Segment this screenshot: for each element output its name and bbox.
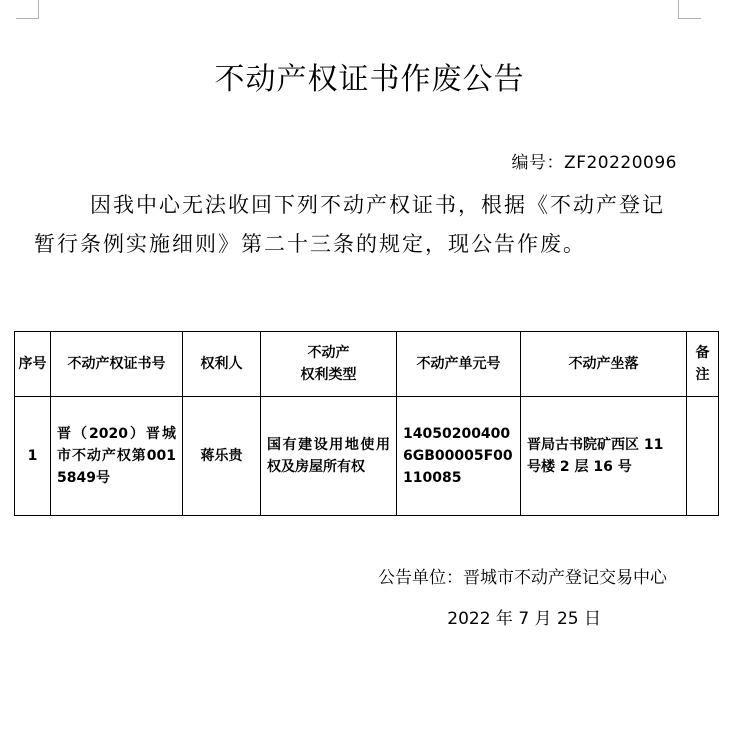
page-corner-mark-top-right	[678, 0, 701, 19]
notice-title: 不动产权证书作废公告	[214, 62, 525, 97]
header-unit-no: 不动产单元号	[397, 332, 521, 397]
header-location: 不动产坐落	[521, 332, 687, 397]
header-remark: 备注	[687, 332, 719, 397]
doc-number: 编号：ZF20220096	[511, 153, 677, 173]
certificate-table	[14, 331, 719, 516]
table-header-row	[15, 332, 719, 397]
header-seq: 序号	[15, 332, 51, 397]
cell-holder: 蒋乐贵	[183, 397, 261, 516]
cell-location: 晋局古书院矿西区 11 号楼 2 层 16 号	[521, 397, 687, 516]
header-cert-no: 不动产权证书号	[51, 332, 183, 397]
page-corner-mark-top-left	[16, 0, 39, 19]
cell-cert-no: 晋（2020）晋城市不动产权第0015849号	[51, 397, 183, 516]
table-row	[15, 397, 719, 516]
issue-date: 2022 年 7 月 25 日	[447, 609, 601, 629]
cell-seq: 1	[15, 397, 51, 516]
cell-unit-no: 140502004006GB00005F00110085	[397, 397, 521, 516]
notice-body: 因我中心无法收回下列不动产权证书，根据《不动产登记暂行条例实施细则》第二十三条的规定，现公告作废。	[34, 193, 665, 256]
issuer: 公告单位：晋城市不动产登记交易中心	[378, 568, 667, 588]
cell-right-type: 国有建设用地使用权及房屋所有权	[261, 397, 397, 516]
cell-remark	[687, 397, 719, 516]
header-right-type: 不动产 权利类型	[261, 332, 397, 397]
header-holder: 权利人	[183, 332, 261, 397]
